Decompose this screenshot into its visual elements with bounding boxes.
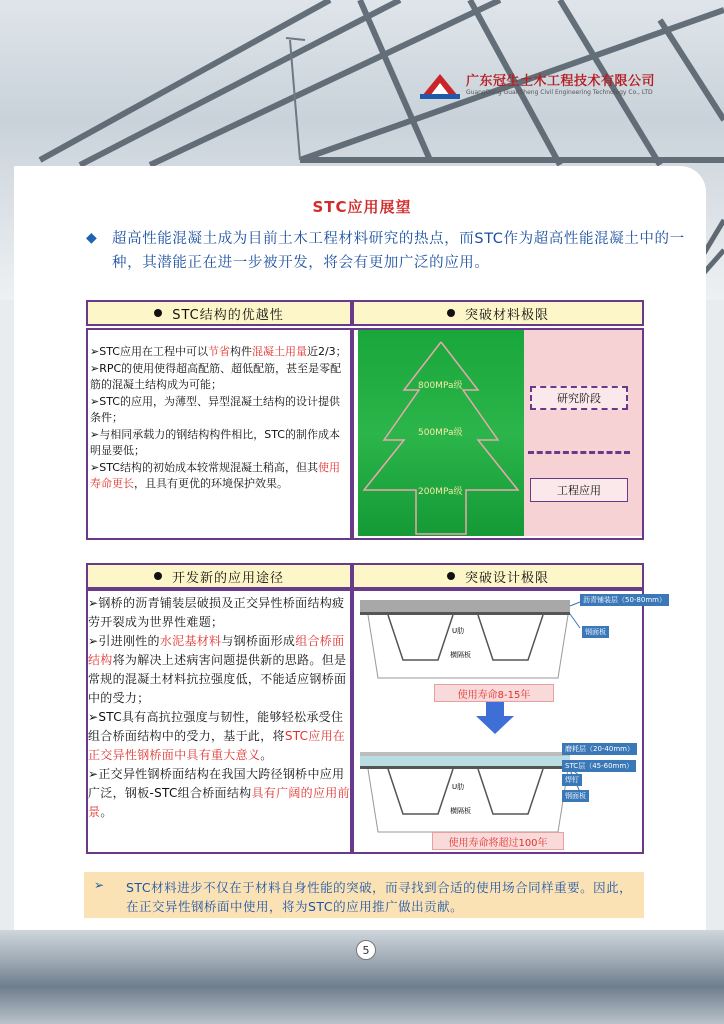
bullet-dot-icon (154, 309, 162, 317)
page-title: STC应用展望 (312, 198, 412, 216)
advantage-line: ➢与相同承载力的钢结构构件相比，STC的制作成本明显要低； (90, 427, 340, 457)
steel-plate-label: 钢面板 (582, 626, 609, 638)
new-uses-line: ➢钢桥的沥青铺装层破损及正交异性桥面结构疲劳开裂成为世界性难题； (88, 596, 345, 629)
limits-heading-text: 突破材料极限 (464, 307, 549, 323)
stage-background (524, 330, 642, 536)
research-stage-box: 研究阶段 (530, 386, 628, 410)
tree-label-500: 500MPa级 (418, 428, 463, 438)
arrow-bullet-icon: ➢ (94, 878, 105, 892)
advantages-heading (86, 300, 352, 326)
advantages-text (90, 344, 350, 493)
new-uses-text (88, 594, 350, 822)
tree-label-800: 800MPa级 (418, 381, 463, 391)
wear-layer-label: 磨耗层（20-40mm） (562, 743, 637, 755)
life-before-tag: 使用寿命8-15年 (434, 684, 554, 702)
advantages-heading-text: STC结构的优越性 (172, 307, 284, 323)
stc-layer-label: STC层（45-60mm） (562, 760, 636, 772)
advantage-line: ➢STC应用在工程中可以节省构件混凝土用量近2/3； (90, 345, 347, 358)
u-rib-label-bottom: U肋 (452, 783, 465, 791)
page-number: 5 (356, 940, 376, 960)
design-heading (352, 563, 644, 589)
bullet-dot-icon (154, 572, 162, 580)
limits-heading (352, 300, 644, 326)
intro-text: 超高性能混凝土成为目前土木工程材料研究的热点，而STC作为超高性能混凝土中的一种，其潜能正在进一步被开发，将会有更加广泛的应用。 (112, 231, 685, 271)
company-name-en: GuangDong GuanSheng Civil Engineering Technology Co., LTD (466, 89, 653, 96)
company-name: 广东冠生土木工程技术有限公司 (466, 74, 656, 89)
bullet-dot-icon (447, 572, 455, 580)
stud-label: 焊钉 (562, 774, 582, 786)
summary-text: STC材料进步不仅在于材料自身性能的突破，而寻找到合适的使用场合同样重要。因此，在正交异性钢桥面中使用，将为STC的应用推广做出贡献。 (126, 880, 633, 914)
bullet-dot-icon (447, 309, 455, 317)
dashed-divider (528, 451, 630, 454)
cross-beam-label-bottom: 横隔板 (450, 807, 471, 815)
advantage-line: ➢RPC的使用使得超高配筋、超低配筋，甚至是零配筋的混凝土结构成为可能； (90, 361, 342, 391)
new-uses-line: ➢STC具有高抗拉强度与韧性，能够轻松承受住组合桥面结构中的受力，基于此，将STC应用在正交异性钢桥面中具有重大意义。 (88, 710, 346, 762)
engineering-use-box: 工程应用 (530, 478, 628, 502)
life-after-tag: 使用寿命将超过100年 (432, 832, 564, 850)
diamond-bullet-icon: ◆ (86, 230, 97, 246)
design-heading-text: 突破设计极限 (464, 570, 549, 586)
advantage-line: ➢STC的应用，为薄型、异型混凝土结构的设计提供条件； (90, 394, 340, 424)
advantage-line: ➢STC结构的初始成本较常规混凝土稍高，但其使用寿命更长，且具有更优的环境保护效果。 (90, 460, 340, 490)
new-uses-line: ➢正交异性钢桥面结构在我国大跨径钢桥中应用广泛，钢板-STC组合桥面结构具有广阔的应用前景。 (88, 767, 350, 819)
new-uses-heading-text: 开发新的应用途径 (171, 570, 284, 586)
tree-label-200: 200MPa级 (418, 487, 463, 497)
summary-box (84, 872, 644, 918)
steel-plate-label-bottom: 钢面板 (562, 790, 589, 802)
new-uses-heading (86, 563, 352, 589)
company-logo-icon (418, 70, 462, 100)
asphalt-layer-label: 沥青铺装层（50-80mm） (580, 594, 669, 606)
u-rib-label: U肋 (452, 627, 465, 635)
new-uses-line: ➢引进刚性的水泥基材料与钢桥面形成组合桥面结构将为解决上述病害问题提供新的思路。但是常规的混凝土材料抗拉强度低，不能适应钢桥面中的受力； (88, 634, 347, 705)
cross-beam-label: 横隔板 (450, 651, 471, 659)
